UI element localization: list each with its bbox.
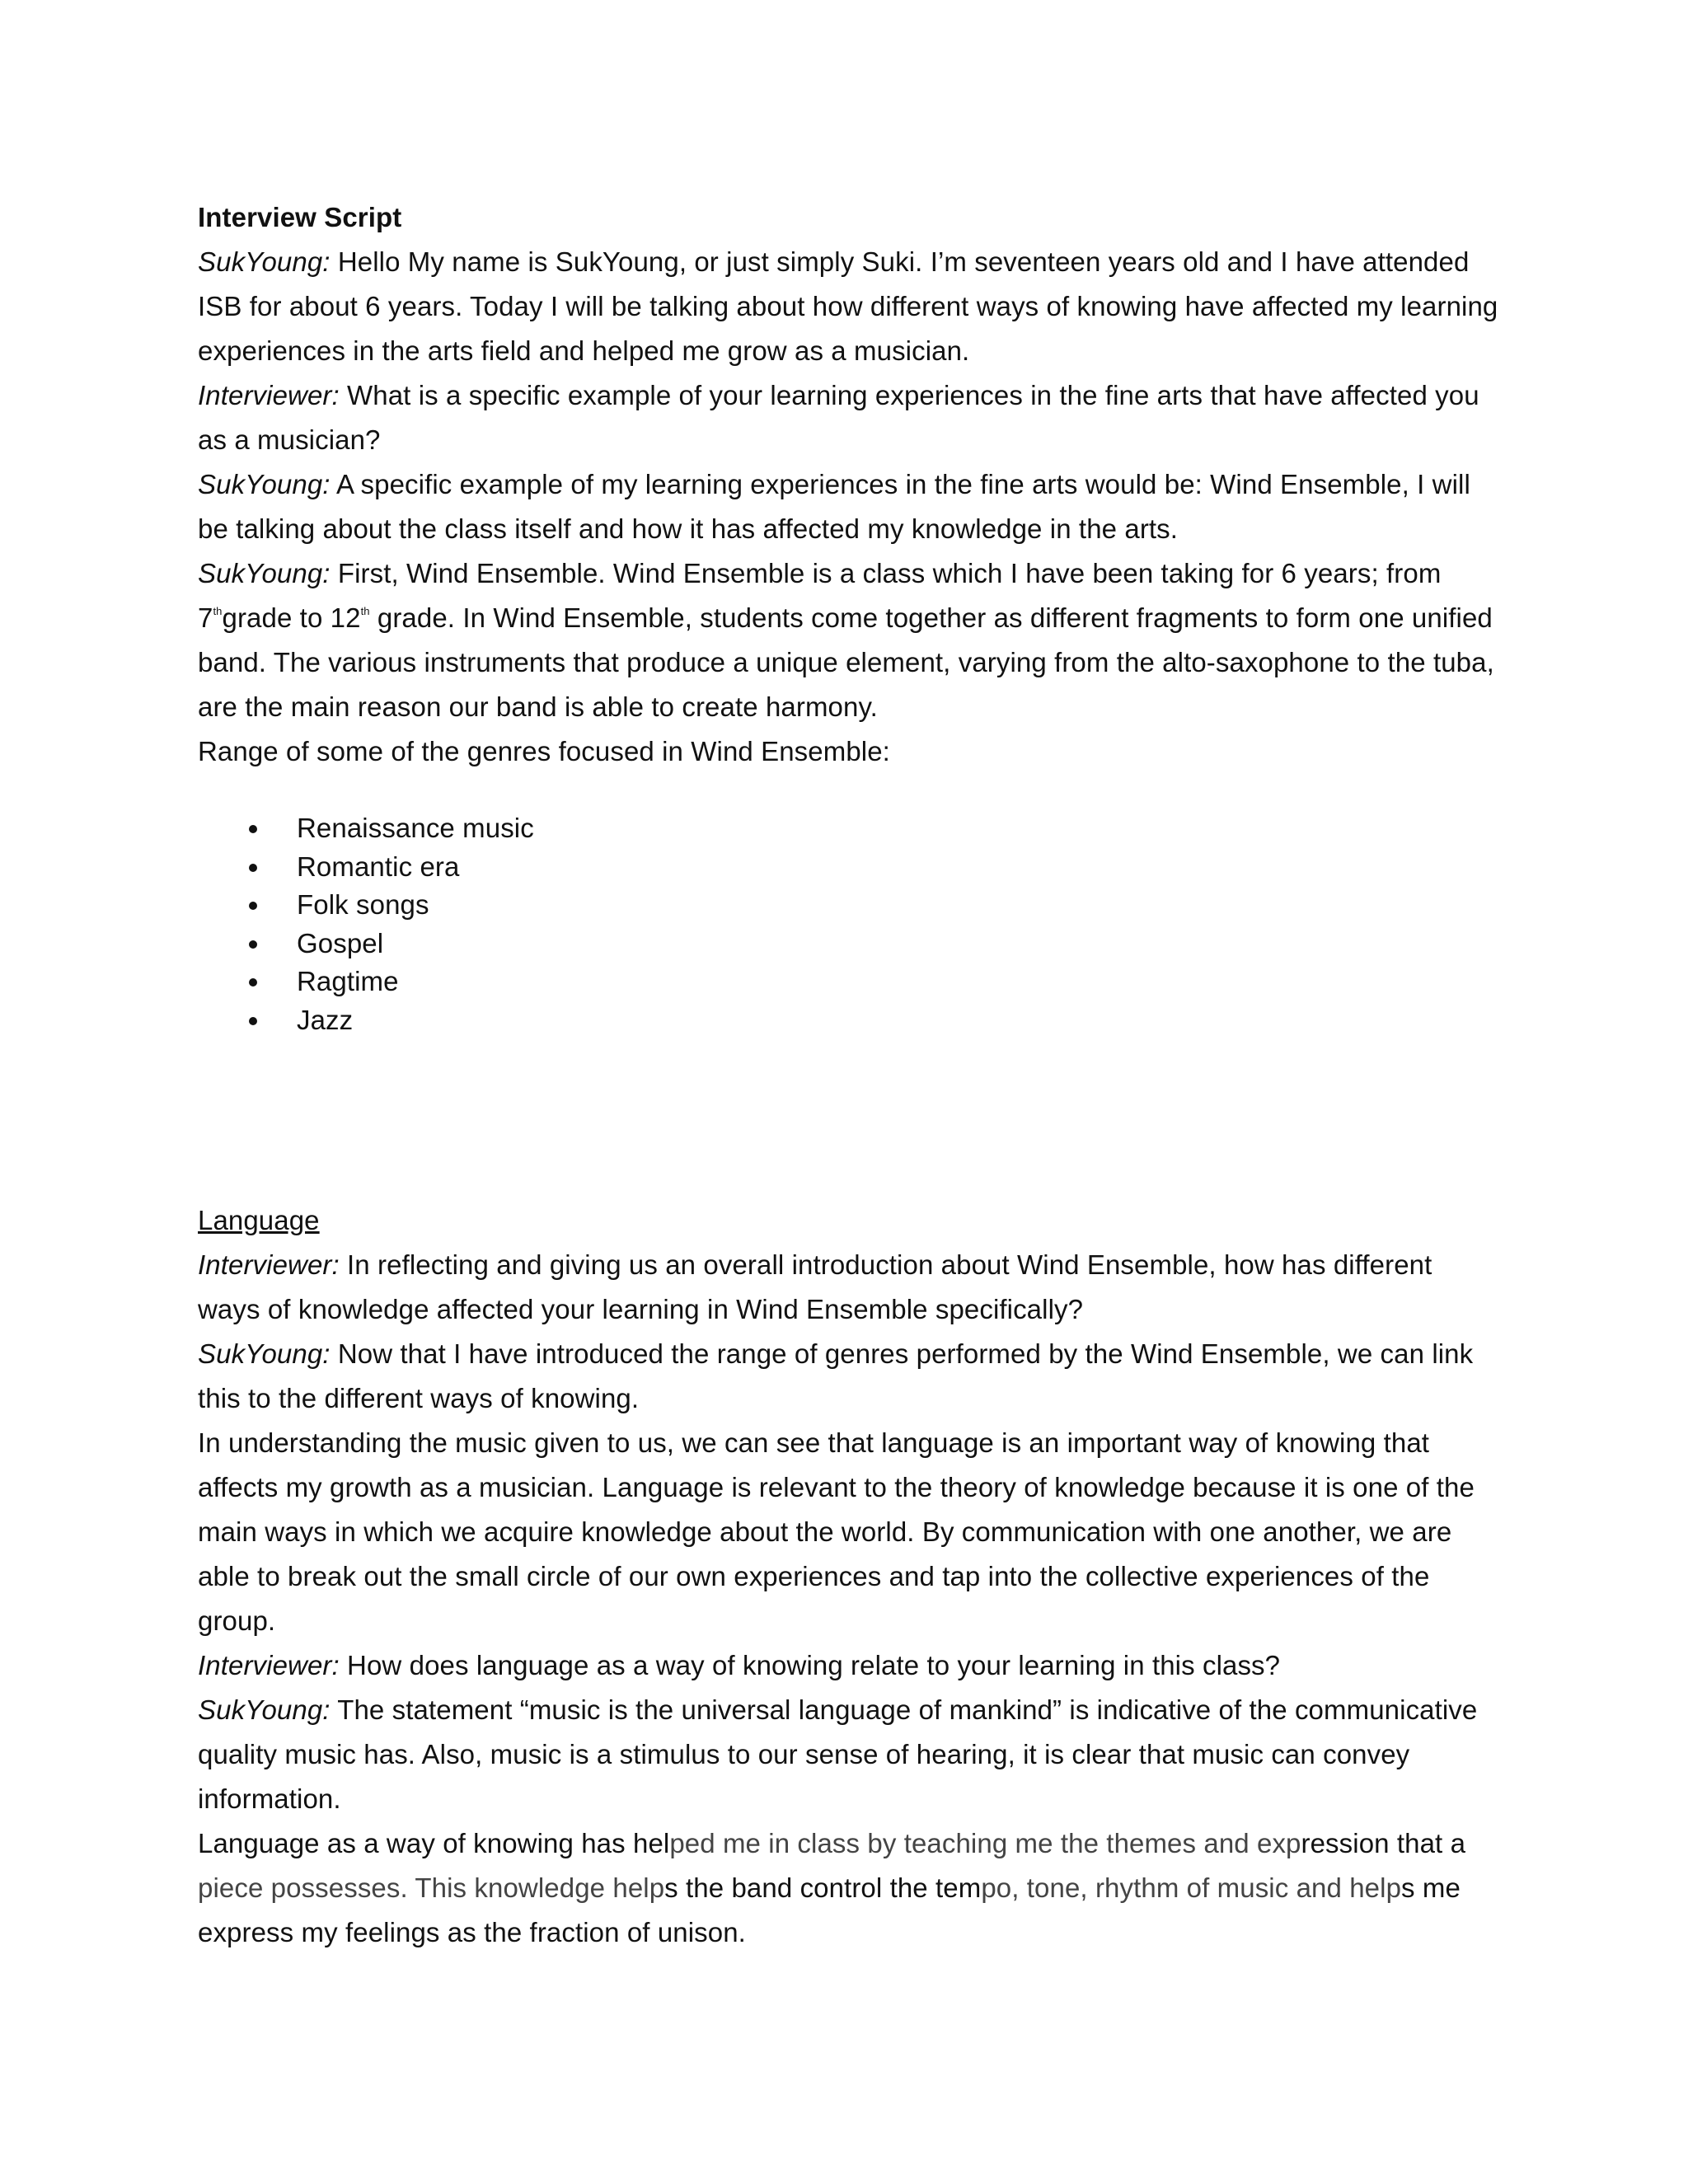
list-item	[198, 1001, 1500, 1040]
answer-2	[198, 551, 1500, 729]
closing-text: s me express my feelings as the fraction of unison.	[198, 1872, 1461, 1947]
speaker-label: SukYoung:	[198, 1338, 331, 1369]
answer-3	[198, 1332, 1500, 1421]
answer-1	[198, 462, 1500, 551]
closing-text: piece possesses. This knowledge help	[198, 1872, 665, 1903]
speaker-label: Interviewer:	[198, 1249, 340, 1280]
genre-list	[198, 809, 1500, 1039]
closing-text: s the band control the tem	[664, 1872, 982, 1903]
document-body	[198, 195, 1500, 1955]
question-3-text: How does language as a way of knowing relate to your learning in this class?	[339, 1650, 1281, 1680]
bullet-icon	[249, 1017, 257, 1025]
closing-paragraph	[198, 1821, 1500, 1955]
closing-text: Language as a way of knowing has hel	[198, 1828, 670, 1858]
bullet-icon	[249, 825, 257, 833]
speaker-label: Interviewer:	[198, 1650, 340, 1680]
genre-label: Folk songs	[297, 889, 429, 920]
genre-label: Renaissance music	[297, 813, 534, 843]
closing-text: ped me in class by teaching me the themes and exp	[669, 1828, 1301, 1858]
answer-2-text: grade. In Wind Ensemble, students come together as different fragments to form one unified band. The various instruments that produce a unique element, varying from the alto-saxophone to the tuba, are the main reason our band is able to create harmony.	[198, 602, 1494, 722]
answer-3-text: Now that I have introduced the range of genres performed by the Wind Ensemble, we can link this to the different ways of knowing.	[198, 1338, 1474, 1413]
speaker-label: SukYoung:	[198, 558, 331, 588]
answer-2-text: First, Wind Ensemble. Wind Ensemble is a class which I have been taking for 6 years; from 7	[198, 558, 1442, 633]
answer-4	[198, 1688, 1500, 1821]
bullet-icon	[249, 940, 257, 949]
genre-label: Ragtime	[297, 966, 399, 996]
speaker-label: SukYoung:	[198, 469, 331, 499]
genre-label: Gospel	[297, 927, 384, 958]
closing-text: po, tone, rhythm of music and help	[981, 1872, 1402, 1903]
question-1	[198, 373, 1500, 462]
intro-text: Hello My name is SukYoung, or just simply Suki. I’m seventeen years old and I have attended ISB for about 6 years. Today I will be talking about how different ways of knowing have affected my learning experiences in the arts field and helped me grow as a musician.	[198, 246, 1498, 366]
genre-label: Romantic era	[297, 851, 460, 882]
document-title: Interview Script	[198, 202, 402, 232]
list-item	[198, 848, 1500, 887]
language-paragraph: In understanding the music given to us, we can see that language is an important way of knowing that affects my growth as a musician. Language is relevant to the theory of knowledge because it is one of the main ways in which we acquire knowledge about the world. By communication with one another, we are able to break out the small circle of our own experiences and tap into the collective experiences of the group.	[198, 1427, 1475, 1636]
question-1-text: What is a specific example of your learning experiences in the fine arts that have affected you as a musician?	[198, 380, 1479, 455]
question-2	[198, 1243, 1500, 1332]
bullet-icon	[249, 902, 257, 910]
question-2-text: In reflecting and giving us an overall introduction about Wind Ensemble, how has different ways of knowledge affected your learning in Wind Ensemble specifically?	[198, 1249, 1432, 1324]
speaker-label: SukYoung:	[198, 246, 331, 277]
list-item	[198, 925, 1500, 963]
range-intro: Range of some of the genres focused in Wind Ensemble:	[198, 736, 890, 766]
genre-label: Jazz	[297, 1004, 354, 1035]
ordinal-suffix: th	[360, 605, 370, 617]
bullet-icon	[249, 864, 257, 872]
speaker-label: SukYoung:	[198, 1694, 331, 1725]
list-item	[198, 963, 1500, 1001]
closing-text: ression that a	[1301, 1828, 1466, 1858]
section-heading: Language	[198, 1205, 320, 1235]
question-3	[198, 1643, 1500, 1688]
answer-4-text: The statement “music is the universal language of mankind” is indicative of the communicative quality music has. Also, music is a stimulus to our sense of hearing, it is clear that music can convey information.	[198, 1694, 1478, 1814]
bullet-icon	[249, 978, 257, 987]
ordinal-suffix: th	[213, 605, 223, 617]
speaker-label: Interviewer:	[198, 380, 340, 410]
answer-2-text: grade to 12	[222, 602, 361, 633]
intro-paragraph	[198, 240, 1500, 373]
answer-1-text: A specific example of my learning experiences in the fine arts would be: Wind Ensemble, I will be talking about the class itself and how it has affected my knowledge in the arts.	[198, 469, 1470, 544]
list-item	[198, 886, 1500, 925]
list-item	[198, 809, 1500, 848]
